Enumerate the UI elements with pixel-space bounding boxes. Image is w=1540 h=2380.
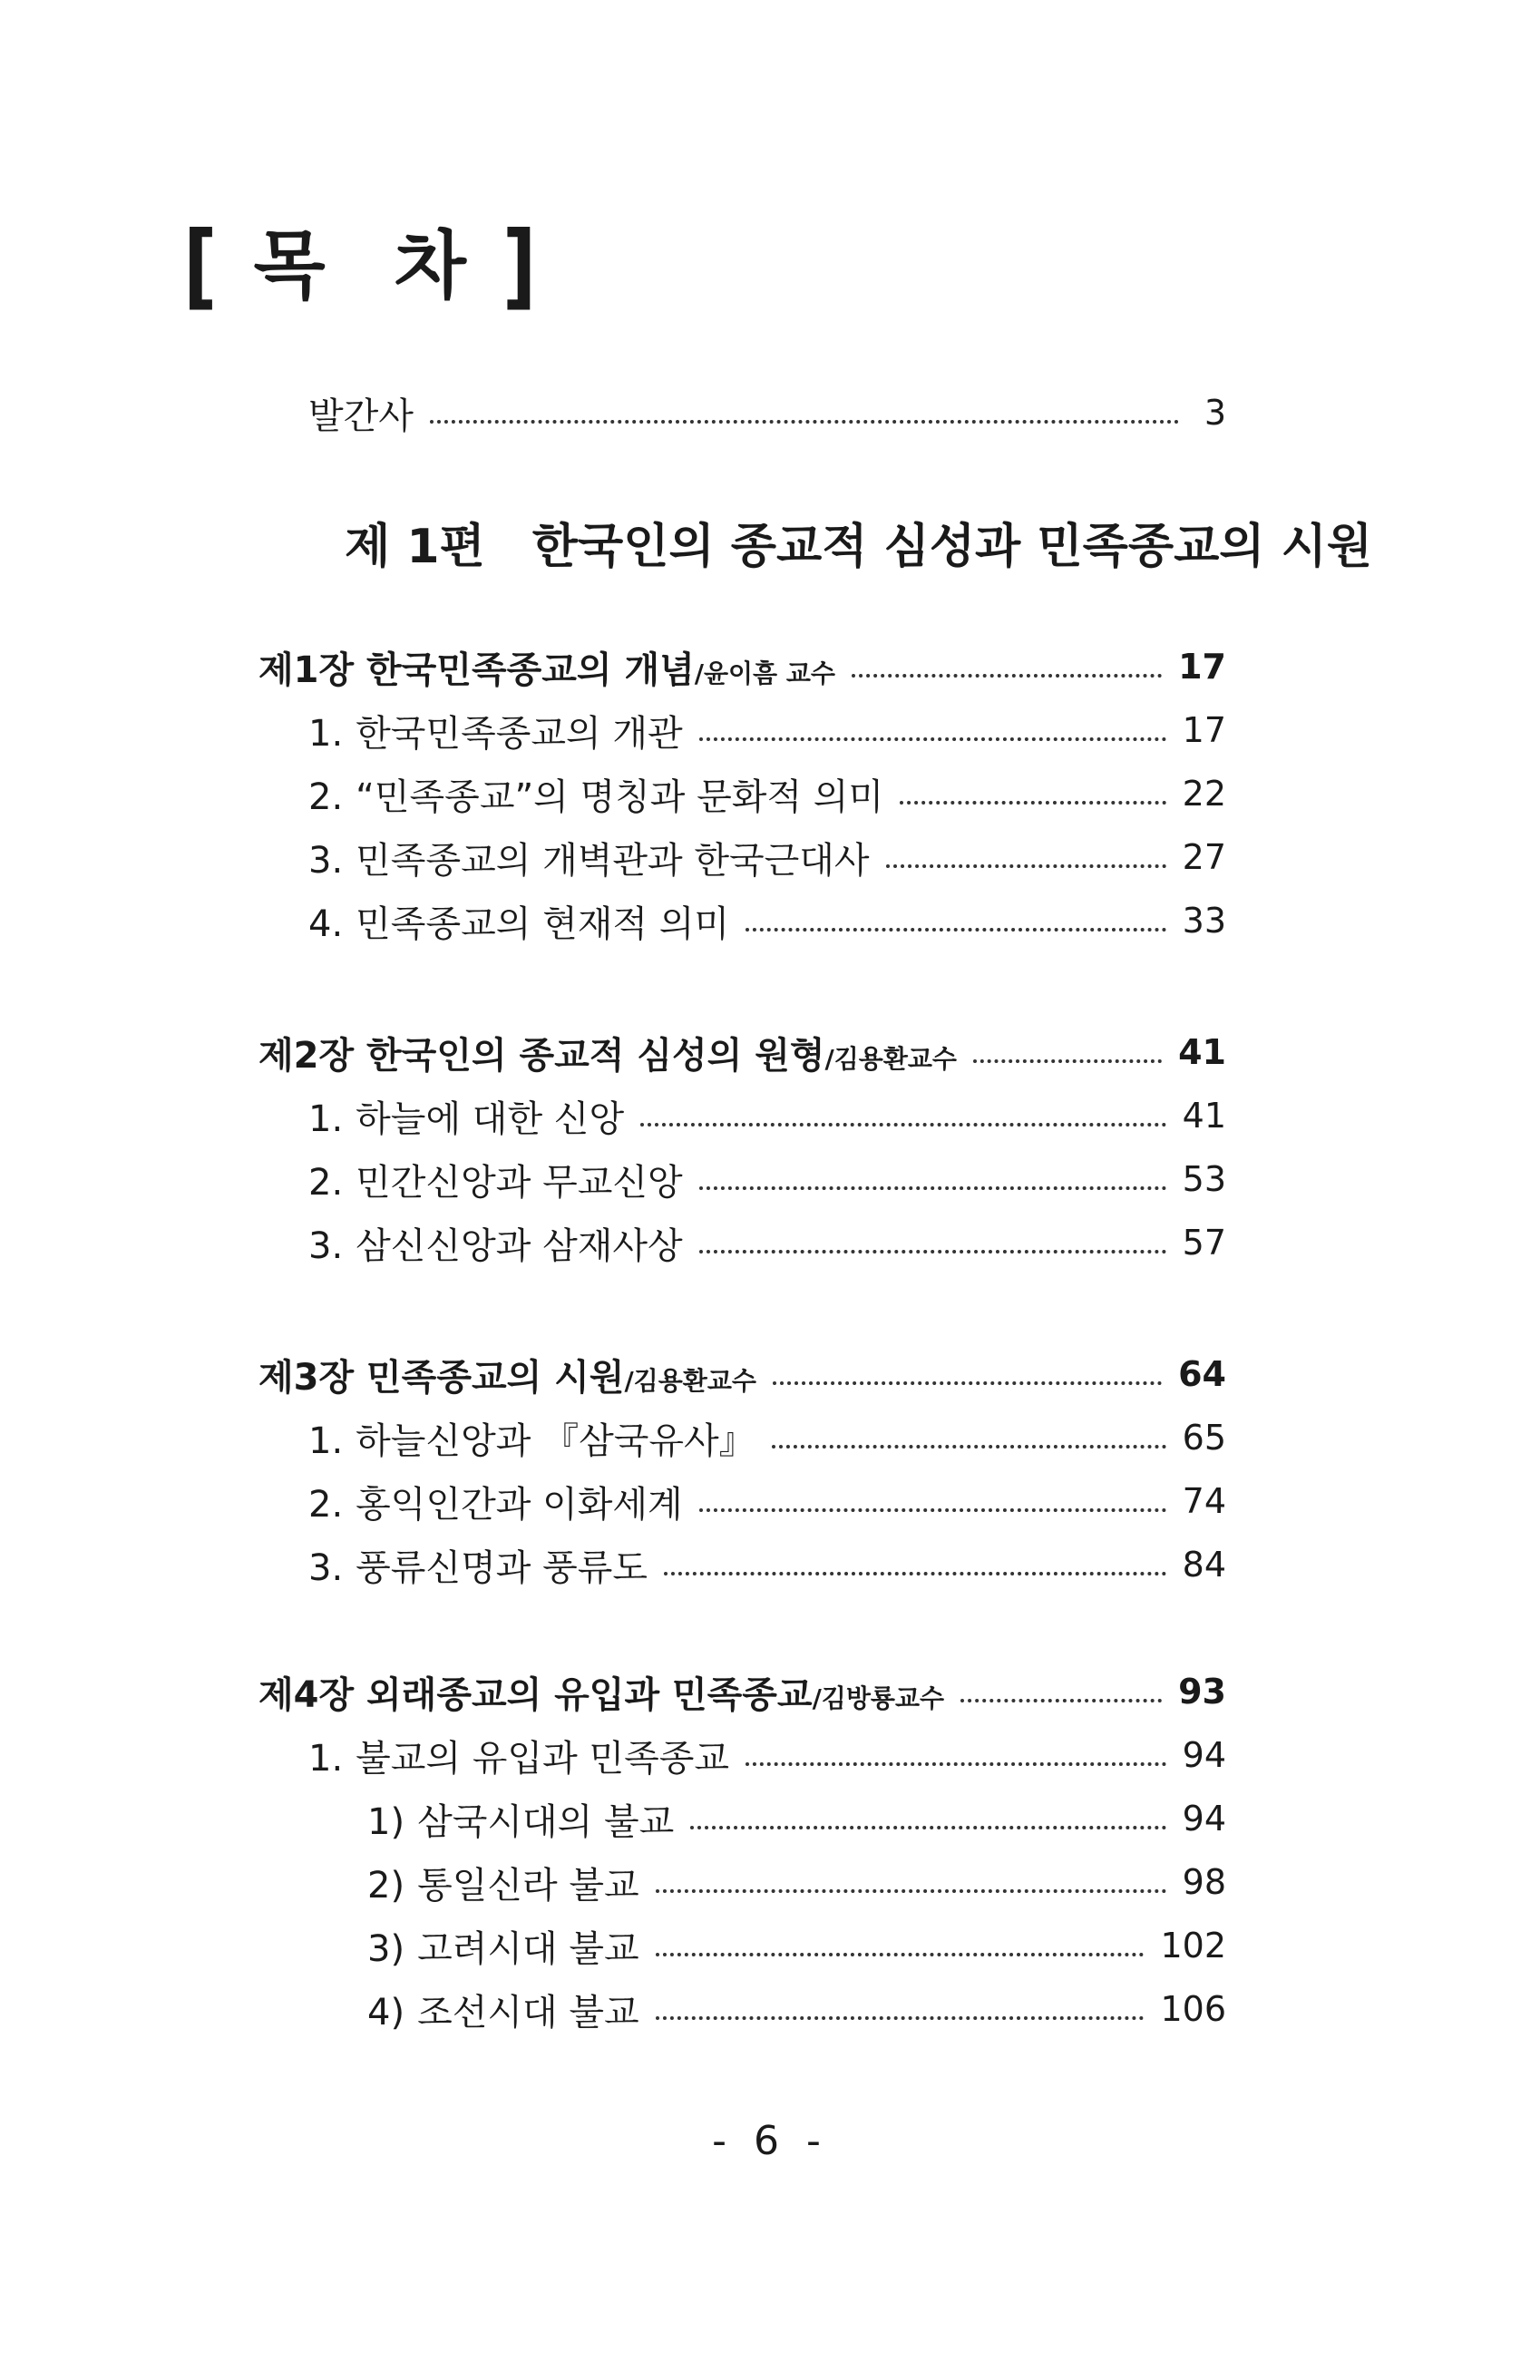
dot-leader <box>699 1250 1166 1253</box>
dot-leader <box>746 1762 1166 1766</box>
section-number: 4. <box>308 902 344 945</box>
entry-page-number: 22 <box>1182 774 1226 814</box>
toc-entry-subsection[interactable] <box>367 1855 1226 1909</box>
toc-entry-subsection[interactable] <box>367 1918 1226 1973</box>
chapter-author: /김용환교수 <box>824 1043 957 1074</box>
dot-leader <box>656 1889 1166 1893</box>
toc-entry-section[interactable] <box>308 703 1226 757</box>
entry-page-number: 17 <box>1178 647 1226 687</box>
entry-page-number: 65 <box>1182 1418 1226 1458</box>
section-title: 민족종교의 개벽관과 한국근대사 <box>356 839 870 882</box>
toc-entry-preface[interactable] <box>308 385 1226 440</box>
toc-entry-subsection[interactable] <box>367 1791 1226 1846</box>
toc-entry-section[interactable] <box>308 1215 1226 1270</box>
chapter-label: 제4장 외래종교의 유입과 민족종교 <box>258 1673 813 1716</box>
subsection-number: 4) <box>367 1991 405 2034</box>
chapter-label: 제3장 민족종교의 시원 <box>258 1356 625 1399</box>
title-open-bracket: [ <box>183 212 221 320</box>
section-title: 하늘신앙과 『삼국유사』 <box>356 1419 755 1462</box>
entry-page-number: 93 <box>1178 1672 1226 1712</box>
toc-entry-section[interactable] <box>308 893 1226 948</box>
section-title: 불교의 유입과 민족종교 <box>356 1737 730 1780</box>
toc-entry-section[interactable] <box>308 1152 1226 1206</box>
toc-entry-section[interactable] <box>308 766 1226 821</box>
dot-leader <box>886 864 1166 868</box>
subsection-title: 삼국시대의 불교 <box>417 1800 675 1843</box>
toc-entry-section[interactable] <box>308 1088 1226 1143</box>
entry-page-number: 17 <box>1182 710 1226 750</box>
dot-leader <box>852 674 1162 678</box>
dot-leader <box>746 928 1166 932</box>
entry-page-number: 94 <box>1182 1799 1226 1839</box>
toc-entry-section[interactable] <box>308 830 1226 884</box>
toc-entry-chapter-3[interactable] <box>258 1347 1226 1401</box>
dot-leader <box>690 1826 1165 1829</box>
toc-entry-section[interactable] <box>308 1728 1226 1782</box>
subsection-title: 고려시대 불교 <box>417 1927 639 1970</box>
chapter-author: /김방룡교수 <box>812 1683 945 1713</box>
subsection-number: 2) <box>367 1864 405 1907</box>
part-heading <box>345 508 1372 576</box>
entry-page-number: 102 <box>1160 1926 1226 1965</box>
toc-entry-section[interactable] <box>308 1410 1226 1465</box>
entry-page-number: 41 <box>1178 1032 1226 1072</box>
section-number: 2. <box>308 1161 344 1204</box>
dot-leader <box>640 1123 1166 1127</box>
section-number: 1. <box>308 1737 344 1780</box>
section-title: 홍익인간과 이화세계 <box>356 1483 683 1526</box>
toc-entry-chapter-2[interactable] <box>258 1025 1226 1079</box>
section-number: 2. <box>308 775 344 818</box>
dot-leader <box>773 1381 1162 1385</box>
section-number: 3. <box>308 839 344 882</box>
dot-leader <box>656 2016 1145 2020</box>
section-title: 풍류신명과 풍류도 <box>356 1546 648 1589</box>
entry-page-number: 3 <box>1204 393 1226 433</box>
subsection-title: 조선시대 불교 <box>417 1991 639 2034</box>
dot-leader <box>900 801 1166 805</box>
section-title: 삼신신앙과 삼재사상 <box>356 1224 683 1267</box>
entry-page-number: 53 <box>1182 1159 1226 1199</box>
toc-entry-subsection[interactable] <box>367 1982 1226 2036</box>
entry-page-number: 57 <box>1182 1223 1226 1263</box>
entry-label: 발간사 <box>308 395 414 437</box>
entry-page-number: 27 <box>1182 837 1226 877</box>
section-title: 민간신앙과 무교신앙 <box>356 1161 683 1204</box>
subsection-title: 통일신라 불교 <box>417 1864 639 1907</box>
dot-leader <box>973 1059 1162 1063</box>
title-word-1: 목 <box>253 223 329 309</box>
section-number: 2. <box>308 1483 344 1526</box>
chapter-label: 제1장 한국민족종교의 개념 <box>258 649 695 691</box>
entry-page-number: 94 <box>1182 1735 1226 1775</box>
section-number: 3. <box>308 1224 344 1267</box>
entry-page-number: 64 <box>1178 1354 1226 1394</box>
subsection-number: 3) <box>367 1927 405 1970</box>
title-close-bracket: ] <box>502 212 541 320</box>
part-number: 제 1편 <box>345 520 485 574</box>
entry-page-number: 106 <box>1160 1989 1226 2029</box>
dot-leader <box>699 737 1166 741</box>
entry-page-number: 41 <box>1182 1096 1226 1136</box>
toc-entry-section[interactable] <box>308 1537 1226 1592</box>
section-title: 하늘에 대한 신앙 <box>356 1097 625 1140</box>
dot-leader <box>699 1508 1166 1512</box>
chapter-author: /윤이흠 교수 <box>694 658 835 688</box>
dot-leader <box>656 1953 1145 1956</box>
dot-leader <box>960 1699 1162 1702</box>
entry-page-number: 74 <box>1182 1481 1226 1521</box>
section-number: 1. <box>308 712 344 755</box>
title-word-2: 차 <box>394 223 470 309</box>
subsection-number: 1) <box>367 1800 405 1843</box>
dot-leader <box>430 420 1179 424</box>
entry-page-number: 84 <box>1182 1545 1226 1585</box>
section-title: 민족종교의 현재적 의미 <box>356 902 730 945</box>
section-number: 3. <box>308 1546 344 1589</box>
entry-page-number: 98 <box>1182 1862 1226 1902</box>
section-title: 한국민족종교의 개관 <box>356 712 683 755</box>
toc-entry-section[interactable] <box>308 1474 1226 1528</box>
chapter-label: 제2장 한국인의 종교적 심성의 원형 <box>258 1034 825 1077</box>
section-number: 1. <box>308 1419 344 1462</box>
chapter-author: /김용환교수 <box>624 1365 756 1396</box>
toc-entry-chapter-4[interactable] <box>258 1664 1226 1719</box>
page-number: - 6 - <box>712 2118 828 2164</box>
section-title: “민족종교”의 명칭과 문화적 의미 <box>356 775 884 818</box>
entry-page-number: 33 <box>1182 901 1226 941</box>
dot-leader <box>664 1572 1166 1575</box>
part-title: 한국인의 종교적 심성과 민족종교의 시원 <box>531 520 1373 574</box>
toc-entry-chapter-1[interactable] <box>258 639 1226 694</box>
dot-leader <box>772 1445 1166 1448</box>
section-number: 1. <box>308 1097 344 1140</box>
toc-title <box>183 207 541 320</box>
dot-leader <box>699 1186 1166 1190</box>
